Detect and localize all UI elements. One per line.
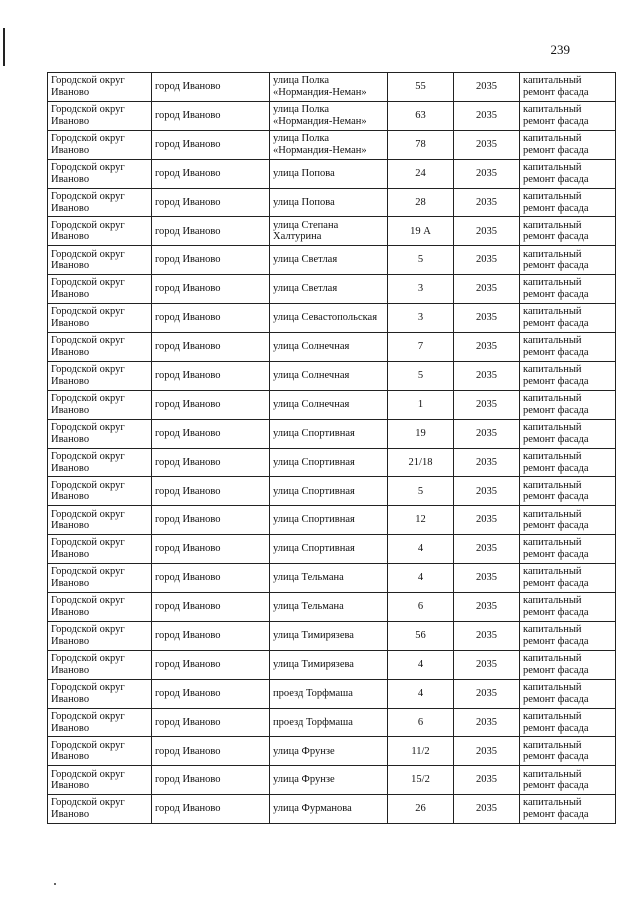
house-number-cell: 11/2 [388,737,454,766]
city-cell: город Иваново [152,73,270,102]
table-row [48,593,616,622]
district-cell: Городской округ Иваново [48,506,152,535]
street-cell: улица Светлая [270,246,388,275]
work-type-cell: капитальный ремонт фасада [520,217,616,246]
year-cell: 2035 [454,390,520,419]
city-cell: город Иваново [152,795,270,824]
house-number-cell: 78 [388,130,454,159]
year-cell: 2035 [454,130,520,159]
city-cell: город Иваново [152,101,270,130]
street-cell: улица Тельмана [270,593,388,622]
work-type-cell: капитальный ремонт фасада [520,448,616,477]
table-row [48,419,616,448]
year-cell: 2035 [454,217,520,246]
city-cell: город Иваново [152,506,270,535]
work-type-cell: капитальный ремонт фасада [520,621,616,650]
street-cell: улица Фрунзе [270,737,388,766]
work-type-cell: капитальный ремонт фасада [520,130,616,159]
work-type-cell: капитальный ремонт фасада [520,737,616,766]
house-number-cell: 4 [388,679,454,708]
house-number-cell: 3 [388,304,454,333]
year-cell: 2035 [454,448,520,477]
table-row [48,361,616,390]
table-body [48,73,616,824]
district-cell: Городской округ Иваново [48,535,152,564]
street-cell: проезд Торфмаша [270,679,388,708]
city-cell: город Иваново [152,766,270,795]
house-number-cell: 7 [388,333,454,362]
street-cell: улица Полка «Нормандия-Неман» [270,101,388,130]
district-cell: Городской округ Иваново [48,564,152,593]
street-cell: улица Тельмана [270,564,388,593]
street-cell: улица Тимирязева [270,650,388,679]
year-cell: 2035 [454,304,520,333]
year-cell: 2035 [454,535,520,564]
year-cell: 2035 [454,593,520,622]
table-row [48,621,616,650]
street-cell: улица Спортивная [270,535,388,564]
district-cell: Городской округ Иваново [48,217,152,246]
house-number-cell: 6 [388,593,454,622]
scan-edge-mark [3,28,5,66]
work-type-cell: капитальный ремонт фасада [520,795,616,824]
street-cell: улица Попова [270,159,388,188]
city-cell: город Иваново [152,130,270,159]
district-cell: Городской округ Иваново [48,621,152,650]
table-row [48,679,616,708]
house-number-cell: 55 [388,73,454,102]
house-number-cell: 4 [388,535,454,564]
city-cell: город Иваново [152,304,270,333]
work-type-cell: капитальный ремонт фасада [520,766,616,795]
district-cell: Городской округ Иваново [48,246,152,275]
city-cell: город Иваново [152,621,270,650]
street-cell: улица Полка «Нормандия-Неман» [270,130,388,159]
district-cell: Городской округ Иваново [48,159,152,188]
district-cell: Городской округ Иваново [48,679,152,708]
house-number-cell: 5 [388,361,454,390]
year-cell: 2035 [454,650,520,679]
street-cell: улица Солнечная [270,333,388,362]
street-cell: улица Спортивная [270,448,388,477]
table-row [48,650,616,679]
repair-schedule-table [47,72,616,824]
table-row [48,188,616,217]
street-cell: улица Спортивная [270,419,388,448]
street-cell: улица Солнечная [270,390,388,419]
table-row [48,101,616,130]
page-number: 239 [550,42,570,57]
street-cell: проезд Торфмаша [270,708,388,737]
year-cell: 2035 [454,621,520,650]
year-cell: 2035 [454,766,520,795]
year-cell: 2035 [454,708,520,737]
work-type-cell: капитальный ремонт фасада [520,304,616,333]
district-cell: Городской округ Иваново [48,101,152,130]
work-type-cell: капитальный ремонт фасада [520,419,616,448]
house-number-cell: 56 [388,621,454,650]
street-cell: улица Степана Халтурина [270,217,388,246]
house-number-cell: 26 [388,795,454,824]
table-row [48,766,616,795]
street-cell: улица Тимирязева [270,621,388,650]
work-type-cell: капитальный ремонт фасада [520,679,616,708]
city-cell: город Иваново [152,246,270,275]
city-cell: город Иваново [152,188,270,217]
table-row [48,477,616,506]
table-row [48,304,616,333]
table-row [48,795,616,824]
year-cell: 2035 [454,275,520,304]
street-cell: улица Попова [270,188,388,217]
house-number-cell: 5 [388,477,454,506]
work-type-cell: капитальный ремонт фасада [520,535,616,564]
city-cell: город Иваново [152,593,270,622]
year-cell: 2035 [454,246,520,275]
street-cell: улица Фрунзе [270,766,388,795]
district-cell: Городской округ Иваново [48,73,152,102]
house-number-cell: 5 [388,246,454,275]
table-row [48,535,616,564]
year-cell: 2035 [454,333,520,362]
year-cell: 2035 [454,737,520,766]
house-number-cell: 19 А [388,217,454,246]
street-cell: улица Солнечная [270,361,388,390]
street-cell: улица Спортивная [270,477,388,506]
district-cell: Городской округ Иваново [48,593,152,622]
year-cell: 2035 [454,795,520,824]
city-cell: город Иваново [152,390,270,419]
work-type-cell: капитальный ремонт фасада [520,159,616,188]
city-cell: город Иваново [152,477,270,506]
city-cell: город Иваново [152,564,270,593]
year-cell: 2035 [454,101,520,130]
table-row [48,246,616,275]
year-cell: 2035 [454,506,520,535]
table-row [48,217,616,246]
city-cell: город Иваново [152,650,270,679]
year-cell: 2035 [454,361,520,390]
city-cell: город Иваново [152,737,270,766]
work-type-cell: капитальный ремонт фасада [520,593,616,622]
district-cell: Городской округ Иваново [48,390,152,419]
house-number-cell: 4 [388,564,454,593]
work-type-cell: капитальный ремонт фасада [520,477,616,506]
table-row [48,73,616,102]
house-number-cell: 21/18 [388,448,454,477]
district-cell: Городской округ Иваново [48,650,152,679]
table-row [48,506,616,535]
district-cell: Городской округ Иваново [48,304,152,333]
street-cell: улица Спортивная [270,506,388,535]
house-number-cell: 28 [388,188,454,217]
table-row [48,159,616,188]
city-cell: город Иваново [152,679,270,708]
work-type-cell: капитальный ремонт фасада [520,564,616,593]
city-cell: город Иваново [152,275,270,304]
city-cell: город Иваново [152,419,270,448]
city-cell: город Иваново [152,217,270,246]
house-number-cell: 1 [388,390,454,419]
street-cell: улица Севастопольская [270,304,388,333]
table-row [48,708,616,737]
house-number-cell: 24 [388,159,454,188]
house-number-cell: 4 [388,650,454,679]
district-cell: Городской округ Иваново [48,361,152,390]
table-row [48,275,616,304]
work-type-cell: капитальный ремонт фасада [520,708,616,737]
district-cell: Городской округ Иваново [48,477,152,506]
street-cell: улица Полка «Нормандия-Неман» [270,73,388,102]
district-cell: Городской округ Иваново [48,766,152,795]
district-cell: Городской округ Иваново [48,130,152,159]
district-cell: Городской округ Иваново [48,708,152,737]
work-type-cell: капитальный ремонт фасада [520,506,616,535]
city-cell: город Иваново [152,708,270,737]
year-cell: 2035 [454,564,520,593]
work-type-cell: капитальный ремонт фасада [520,101,616,130]
district-cell: Городской округ Иваново [48,333,152,362]
district-cell: Городской округ Иваново [48,275,152,304]
year-cell: 2035 [454,73,520,102]
city-cell: город Иваново [152,361,270,390]
district-cell: Городской округ Иваново [48,188,152,217]
year-cell: 2035 [454,159,520,188]
year-cell: 2035 [454,419,520,448]
city-cell: город Иваново [152,159,270,188]
district-cell: Городской округ Иваново [48,448,152,477]
house-number-cell: 12 [388,506,454,535]
work-type-cell: капитальный ремонт фасада [520,390,616,419]
house-number-cell: 19 [388,419,454,448]
table-row [48,333,616,362]
district-cell: Городской округ Иваново [48,737,152,766]
table-row [48,390,616,419]
house-number-cell: 63 [388,101,454,130]
house-number-cell: 3 [388,275,454,304]
work-type-cell: капитальный ремонт фасада [520,361,616,390]
year-cell: 2035 [454,679,520,708]
year-cell: 2035 [454,477,520,506]
house-number-cell: 15/2 [388,766,454,795]
work-type-cell: капитальный ремонт фасада [520,73,616,102]
work-type-cell: капитальный ремонт фасада [520,333,616,362]
street-cell: улица Светлая [270,275,388,304]
city-cell: город Иваново [152,333,270,362]
house-number-cell: 6 [388,708,454,737]
work-type-cell: капитальный ремонт фасада [520,275,616,304]
work-type-cell: капитальный ремонт фасада [520,188,616,217]
table-row [48,737,616,766]
scan-speck [54,883,56,885]
district-cell: Городской округ Иваново [48,419,152,448]
work-type-cell: капитальный ремонт фасада [520,246,616,275]
table-row [48,564,616,593]
street-cell: улица Фурманова [270,795,388,824]
work-type-cell: капитальный ремонт фасада [520,650,616,679]
table-row [48,448,616,477]
city-cell: город Иваново [152,448,270,477]
year-cell: 2035 [454,188,520,217]
table-row [48,130,616,159]
district-cell: Городской округ Иваново [48,795,152,824]
city-cell: город Иваново [152,535,270,564]
